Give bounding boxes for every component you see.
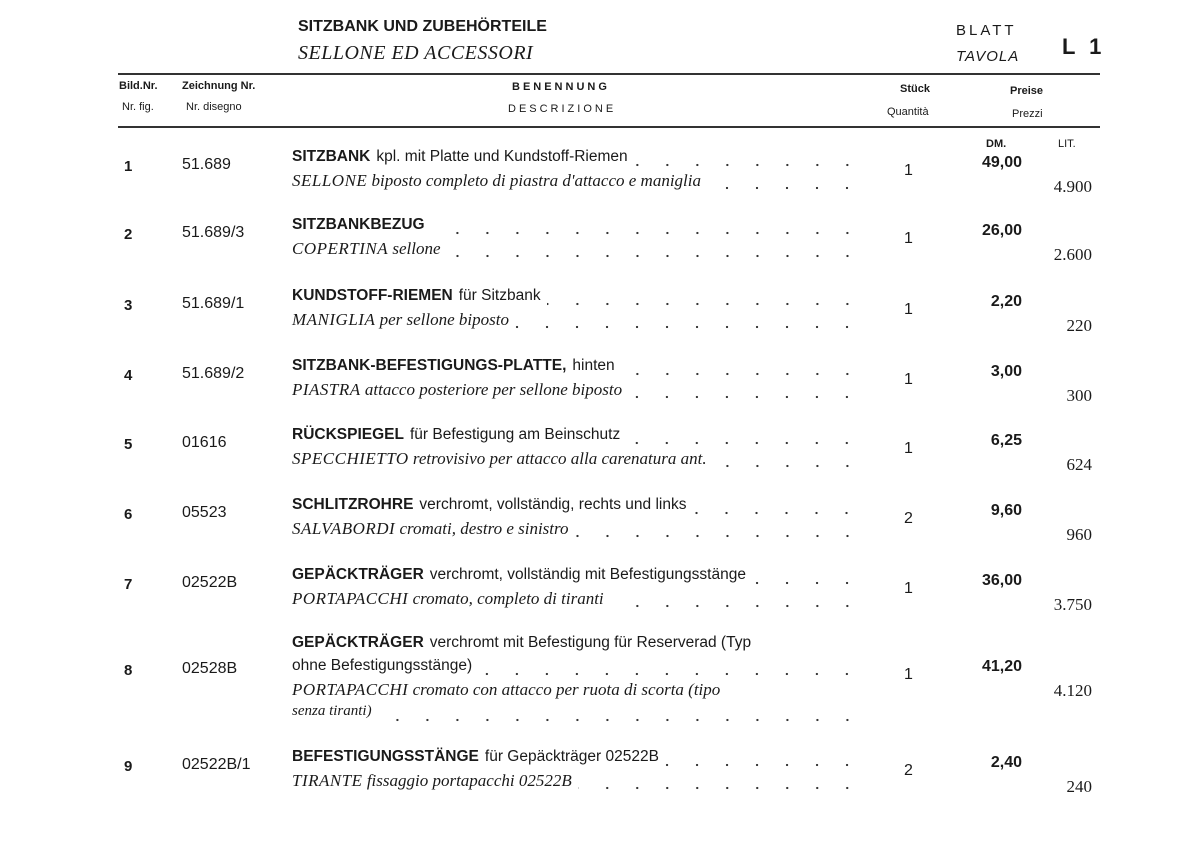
part-name-german: GEPÄCKTRÄGER (292, 566, 424, 583)
header-rule-top (118, 73, 1100, 75)
header-qty-de: Stück (900, 83, 930, 95)
column-dm: DM. (986, 138, 1007, 150)
description-italian-text: cromato con attacco per ruota di scorta (tipo (412, 680, 721, 699)
description (292, 287, 862, 333)
price-dm: 3,00 (990, 363, 1022, 380)
description-german-text: kpl. mit Platte und Kundstoff-Riemen (376, 148, 628, 165)
drawing-number: 51.689/1 (182, 295, 245, 312)
title-german: SITZBANK UND ZUBEHÖRTEILE (298, 18, 547, 35)
quantity: 1 (904, 666, 913, 683)
description-italian-text: cromati, destro e sinistro (399, 519, 569, 538)
leader-dots (628, 395, 862, 399)
price-lit: 960 (1066, 525, 1092, 544)
drawing-number: 02522B (182, 574, 238, 591)
header-desc-de: BENENNUNG (512, 81, 610, 93)
description-italian (292, 449, 862, 472)
description-italian (292, 310, 862, 333)
figure-number: 3 (124, 297, 133, 314)
description (292, 748, 862, 794)
figure-number: 6 (124, 506, 133, 523)
leader-dots (478, 672, 862, 676)
figure-number: 8 (124, 662, 133, 679)
header-price-de: Preise (1010, 85, 1044, 97)
part-name-german: SITZBANK (292, 148, 371, 165)
quantity: 1 (904, 162, 913, 179)
header-draw-it: Nr. disegno (186, 101, 242, 113)
leader-dots (634, 163, 862, 167)
blatt-label: BLATT (956, 22, 1017, 39)
figure-number: 9 (124, 758, 133, 775)
price-dm: 2,40 (990, 754, 1022, 771)
description-german-text-2: ohne Befestigungsstänge) (292, 657, 473, 674)
description-german (292, 496, 862, 519)
part-name-italian: SELLONE (292, 171, 368, 190)
description-italian (292, 519, 862, 542)
description-german-text: für Gepäckträger 02522B (484, 748, 659, 765)
tavola-label: TAVOLA (956, 48, 1020, 65)
price-lit: 4.120 (1053, 681, 1092, 700)
part-name-italian: TIRANTE (292, 771, 363, 790)
description-german (292, 287, 862, 310)
price-lit: 240 (1066, 777, 1092, 796)
description-german (292, 216, 862, 239)
description-italian (292, 380, 862, 403)
header-qty-it: Quantità (887, 106, 929, 118)
price-dm: 49,00 (981, 154, 1022, 171)
part-name-italian: SALVABORDI (292, 519, 396, 538)
description (292, 148, 862, 194)
leader-dots (692, 511, 862, 515)
header-fig-de: Bild.Nr. (119, 80, 158, 92)
quantity: 1 (904, 301, 913, 318)
leader-dots (515, 325, 862, 329)
part-name-italian: PIASTRA (292, 380, 361, 399)
description-italian-text: fissaggio portapacchi 02522B (366, 771, 572, 790)
leader-dots (378, 718, 862, 722)
quantity: 1 (904, 580, 913, 597)
part-name-german: GEPÄCKTRÄGER (292, 634, 424, 651)
description-german (292, 566, 862, 589)
header-desc-it: DESCRIZIONE (508, 103, 617, 115)
description-german (292, 634, 862, 657)
drawing-number: 51.689/2 (182, 365, 245, 382)
description-italian-text: retrovisivo per attacco alla carenatura ant. (412, 449, 707, 468)
price-dm: 6,25 (990, 432, 1022, 449)
part-name-german: KUNDSTOFF-RIEMEN (292, 287, 453, 304)
description-german (292, 426, 862, 449)
description-italian-text: cromato, completo di tiranti (412, 589, 604, 608)
header-draw-de: Zeichnung Nr. (182, 80, 256, 92)
column-lit: LIT. (1058, 138, 1076, 150)
description-german-text: für Befestigung am Beinschutz (409, 426, 621, 443)
leader-dots (578, 786, 862, 790)
part-name-german: SITZBANKBEZUG (292, 216, 425, 233)
sheet-number: L 1 (1062, 34, 1106, 59)
description (292, 634, 862, 726)
description-italian-text-2: senza tiranti) (292, 703, 372, 719)
leader-dots (707, 186, 862, 190)
leader-dots (547, 302, 862, 306)
header-rule-bottom (118, 126, 1100, 128)
quantity: 2 (904, 510, 913, 527)
part-name-italian: SPECCHIETTO (292, 449, 409, 468)
figure-number: 1 (124, 158, 133, 175)
drawing-number: 02528B (182, 660, 238, 677)
description-german-text: hinten (572, 357, 615, 374)
description-italian-text: per sellone biposto (379, 310, 509, 329)
leader-dots (621, 372, 862, 376)
drawing-number: 51.689 (182, 156, 231, 173)
description-italian-cont (292, 703, 862, 726)
description-italian (292, 171, 862, 194)
quantity: 2 (904, 762, 913, 779)
part-name-german: BEFESTIGUNGSSTÄNGE (292, 748, 479, 765)
description-italian (292, 680, 862, 703)
description-german-text: verchromt, vollständig mit Befestigungsstänge (429, 566, 746, 583)
description-german (292, 148, 862, 171)
description-german-cont (292, 657, 862, 680)
description (292, 357, 862, 403)
description-italian (292, 239, 862, 262)
drawing-number: 51.689/3 (182, 224, 245, 241)
description-german (292, 357, 862, 380)
description (292, 426, 862, 472)
header-fig-it: Nr. fig. (122, 101, 154, 113)
price-lit: 624 (1066, 455, 1092, 474)
drawing-number: 01616 (182, 434, 227, 451)
leader-dots (575, 534, 862, 538)
description-german (292, 748, 862, 771)
header-price-it: Prezzi (1012, 108, 1043, 120)
price-lit: 300 (1066, 386, 1092, 405)
leader-dots (713, 464, 862, 468)
part-name-german: SITZBANK-BEFESTIGUNGS-PLATTE, (292, 357, 567, 374)
description-italian (292, 771, 862, 794)
figure-number: 7 (124, 576, 133, 593)
price-lit: 220 (1066, 316, 1092, 335)
description (292, 566, 862, 612)
description (292, 216, 862, 262)
price-dm: 9,60 (990, 502, 1022, 519)
part-name-german: RÜCKSPIEGEL (292, 426, 404, 443)
price-dm: 36,00 (981, 572, 1022, 589)
price-lit: 3.750 (1053, 595, 1092, 614)
leader-dots (665, 763, 862, 767)
price-dm: 41,20 (981, 658, 1022, 675)
leader-dots (752, 581, 862, 585)
drawing-number: 02522B/1 (182, 756, 251, 773)
description-german-text: für Sitzbank (458, 287, 541, 304)
title-italian: SELLONE ED ACCESSORI (298, 42, 534, 64)
part-name-german: SCHLITZROHRE (292, 496, 414, 513)
leader-dots (626, 441, 862, 445)
quantity: 1 (904, 230, 913, 247)
quantity: 1 (904, 440, 913, 457)
figure-number: 5 (124, 436, 133, 453)
description-italian-text: attacco posteriore per sellone biposto (364, 380, 623, 399)
leader-dots (437, 231, 862, 235)
price-lit: 4.900 (1053, 177, 1092, 196)
description-german-text: verchromt mit Befestigung für Reserverad (Typ (429, 634, 752, 651)
price-dm: 2,20 (990, 293, 1022, 310)
description-italian-text: sellone (392, 239, 441, 258)
price-dm: 26,00 (981, 222, 1022, 239)
quantity: 1 (904, 371, 913, 388)
price-lit: 2.600 (1053, 245, 1092, 264)
leader-dots (610, 604, 862, 608)
description (292, 496, 862, 542)
leader-dots (447, 254, 862, 258)
description-german-text: verchromt, vollständig, rechts und links (419, 496, 687, 513)
part-name-italian: PORTAPACCHI (292, 589, 409, 608)
drawing-number: 05523 (182, 504, 227, 521)
description-italian (292, 589, 862, 612)
figure-number: 4 (124, 367, 133, 384)
part-name-italian: COPERTINA (292, 239, 389, 258)
description-italian-text: biposto completo di piastra d'attacco e maniglia (371, 171, 701, 190)
part-name-italian: PORTAPACCHI (292, 680, 409, 699)
figure-number: 2 (124, 226, 133, 243)
part-name-italian: MANIGLIA (292, 310, 376, 329)
